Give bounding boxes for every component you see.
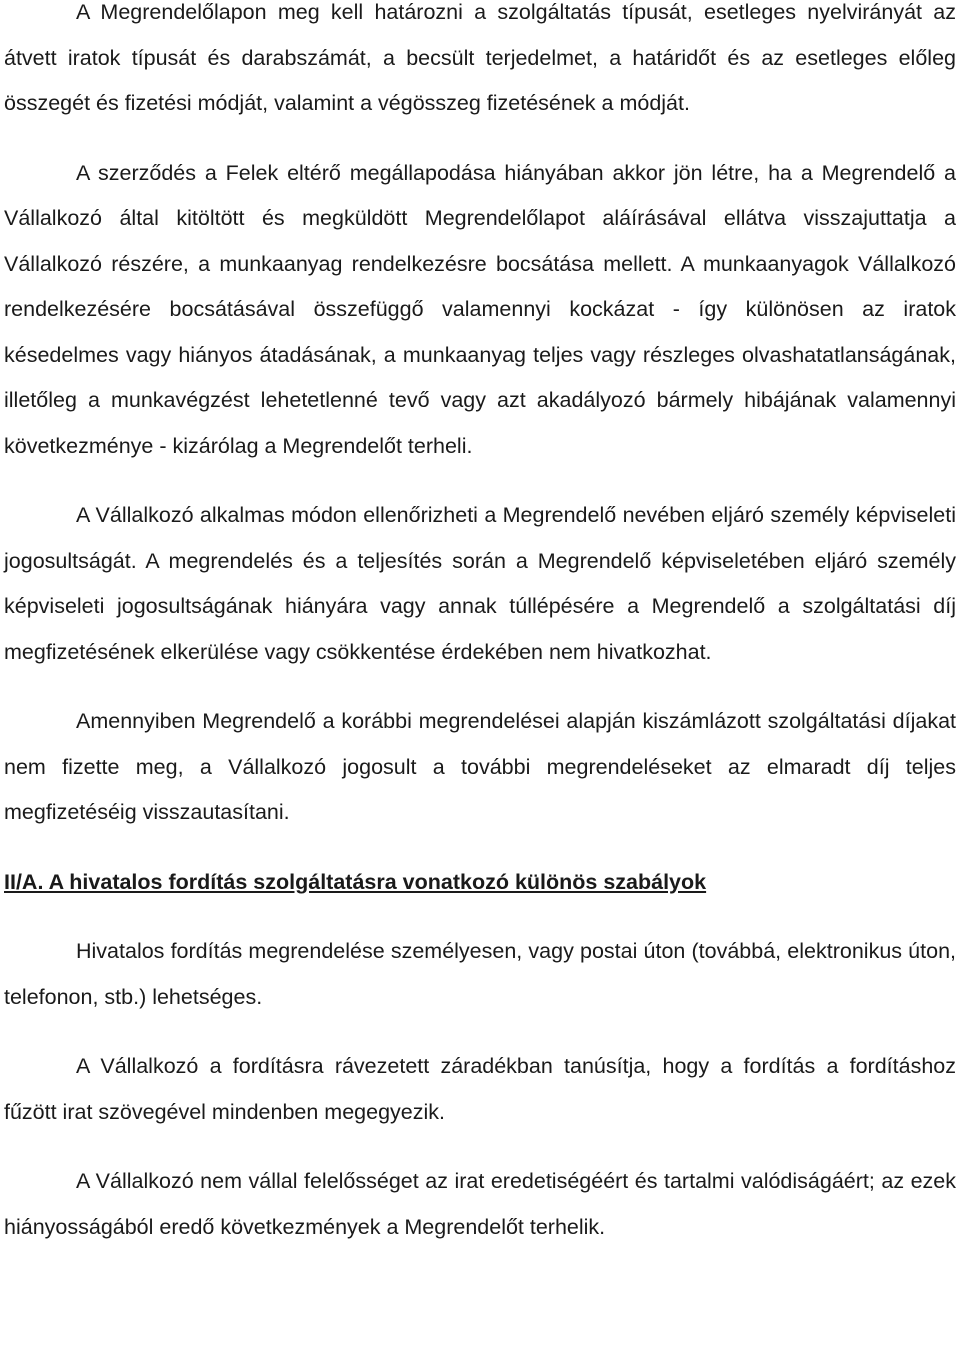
- paragraph-contract-formation: A szerződés a Felek eltérő megállapodása hiányában akkor jön létre, ha a Megrendelő a Vállalkozó által kitöltött és megküldött Megrendelőlapot aláírásával ellátva visszajuttatja a Vállalkozó részére, a munkaanyag rendelkezésre bocsátása mellett. A munkaanyagok Vállalkozó rendelkezésére bocsátásával összefüggő valamennyi kockázat - így különösen az iratok késedelmes vagy hiányos átadásának, a munkaanyag teljes vagy részleges olvashatatlanságának, illetőleg a munkavégzést lehetetlenné tevő vagy azt akadályozó bármely hibájának valamennyi következménye - kizárólag a Megrendelőt terheli.: [4, 160, 956, 458]
- paragraph-official-translation-ordering: Hivatalos fordítás megrendelése személyesen, vagy postai úton (továbbá, elektronikus úton, telefonon, stb.) lehetséges.: [4, 939, 956, 1009]
- section-heading: II/A. A hivatalos fordítás szolgáltatásra vonatkozó különös szabályok: [4, 869, 707, 894]
- document-page: [4, 0, 956, 1274]
- paragraph-unpaid-fees: Amennyiben Megrendelő a korábbi megrendelései alapján kiszámlázott szolgáltatási díjakat nem fizette meg, a Vállalkozó jogosult a további megrendeléseket az elmaradt díj teljes megfizetéséig visszautasítani.: [4, 709, 956, 824]
- paragraph-translation-certification: A Vállalkozó a fordításra rávezetett záradékban tanúsítja, hogy a fordítás a fordításhoz fűzött irat szövegével mindenben megegyezik.: [4, 1054, 956, 1124]
- paragraph-liability-disclaimer: A Vállalkozó nem vállal felelősséget az irat eredetiségéért és tartalmi valódiságáért; az ezek hiányosságából eredő következmények a Megrendelőt terhelik.: [4, 1169, 956, 1239]
- paragraph-representation-check: A Vállalkozó alkalmas módon ellenőrizheti a Megrendelő nevében eljáró személy képviseleti jogosultságát. A megrendelés és a teljesítés során a Megrendelő képviseletében eljáró személy képviseleti jogosultságának hiányára vagy annak túllépésére a Megrendelő a szolgáltatási díj megfizetésének elkerülése vagy csökkentése érdekében nem hivatkozhat.: [4, 503, 956, 664]
- paragraph-order-form-contents: A Megrendelőlapon meg kell határozni a szolgáltatás típusát, esetleges nyelvirányát az átvett iratok típusát és darabszámát, a becsült terjedelmet, a határidőt és az esetleges előleg összegét és fizetési módját, valamint a végösszeg fizetésének a módját.: [4, 0, 956, 115]
